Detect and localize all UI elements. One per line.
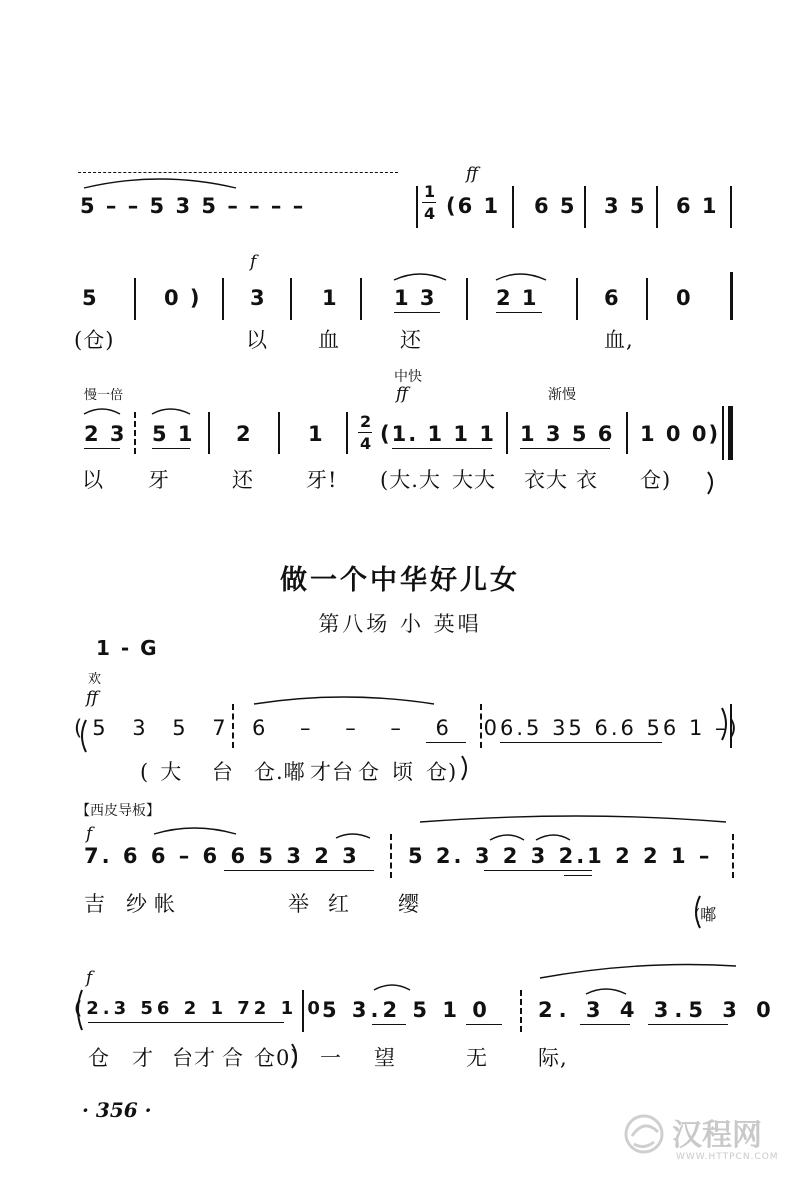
lyric: 才 bbox=[132, 1046, 154, 1070]
dynamic-marking: ff bbox=[466, 164, 479, 184]
note: 5 bbox=[82, 286, 99, 310]
dynamic-marking: ff bbox=[396, 384, 409, 404]
bracket-close bbox=[292, 1044, 296, 1068]
lyric: 吉 bbox=[84, 892, 106, 916]
lyric: 牙! bbox=[306, 468, 338, 492]
slur bbox=[540, 965, 736, 979]
tempo-marking: 慢一倍 bbox=[84, 388, 124, 403]
notes-measure: 2. 3 4 3.5 3 0 bbox=[538, 998, 777, 1022]
notes-measure: 7. 6 6 – 6 6 5 3 2 3 bbox=[84, 844, 360, 868]
lyric: 以 bbox=[246, 328, 268, 352]
notes-system1-left: 5 – – 5 3 5 – – – – bbox=[80, 194, 306, 218]
percussion-syllable: 才台 bbox=[310, 760, 354, 784]
lyric: 台才 bbox=[172, 1046, 216, 1070]
slur bbox=[394, 274, 446, 280]
notes-measure: 6.5 35 6.6 56 1 –) bbox=[500, 716, 740, 740]
notes-measure: (5 3 5 7 bbox=[74, 716, 236, 740]
lyric: 红 bbox=[328, 892, 350, 916]
section-label: 【西皮导板】 bbox=[76, 803, 160, 819]
lyric: 合 bbox=[222, 1046, 244, 1070]
time-signature-bottom: 4 bbox=[360, 434, 374, 453]
time-signature-bottom: 4 bbox=[424, 204, 438, 223]
percussion-syllable: 仓) bbox=[426, 760, 458, 784]
slur bbox=[536, 835, 570, 840]
note: 1 3 bbox=[394, 286, 437, 310]
notes-measure: 5 2. 3 2 3 2.1 2 2 1 – bbox=[408, 844, 713, 868]
lyric: 仓0) bbox=[254, 1046, 300, 1070]
lyric: 举 bbox=[288, 892, 310, 916]
slur bbox=[154, 828, 236, 834]
bracket-open bbox=[78, 990, 82, 1030]
lyric: 血 bbox=[318, 328, 340, 352]
slur bbox=[254, 697, 434, 704]
lyric: 际, bbox=[538, 1046, 568, 1070]
slur bbox=[420, 816, 726, 822]
percussion-syllable: (大 台 bbox=[140, 760, 245, 784]
bracket-close bbox=[708, 472, 712, 494]
tempo-marking: 渐慢 bbox=[548, 387, 576, 403]
percussion-syllable: 仓 bbox=[358, 760, 380, 784]
lyric: 纱 bbox=[126, 892, 148, 916]
note: 1 3 5 6 bbox=[520, 422, 615, 446]
note: 2 bbox=[236, 422, 253, 446]
note: (1. 1 1 1 bbox=[380, 422, 496, 446]
lyric: 牙 bbox=[148, 468, 170, 492]
note: 6 bbox=[604, 286, 621, 310]
lyric: 一 bbox=[320, 1046, 342, 1070]
notes-measure-4: 6 1 bbox=[676, 194, 719, 218]
time-signature-top: 1 bbox=[424, 182, 438, 201]
percussion-syllable: 仓) bbox=[640, 468, 672, 492]
dynamic-marking: ff bbox=[86, 688, 99, 708]
lyric: 帐 bbox=[154, 892, 176, 916]
lyric: 望 bbox=[374, 1046, 396, 1070]
percussion-syllable: 衣 bbox=[576, 468, 598, 492]
bracket-close bbox=[462, 756, 466, 780]
page-number: · 356 · bbox=[82, 1098, 152, 1122]
slur bbox=[586, 989, 626, 994]
lyric: 还 bbox=[232, 468, 254, 492]
percussion-syllable: 仓.嘟 bbox=[254, 760, 306, 784]
note: 0 bbox=[676, 286, 693, 310]
percussion-syllable: (大.大 bbox=[380, 468, 441, 492]
key-signature: 1 - G bbox=[96, 636, 159, 660]
bracket-close bbox=[722, 708, 726, 740]
dynamic-marking: f bbox=[86, 968, 93, 988]
lyric: (仓) bbox=[74, 328, 115, 352]
dynamic-marking: f bbox=[86, 824, 93, 844]
song-subtitle: 第八场 小 英唱 bbox=[318, 612, 482, 636]
slur bbox=[84, 179, 236, 188]
dynamic-marking: f bbox=[250, 252, 257, 272]
note: 5 1 bbox=[152, 422, 195, 446]
slur bbox=[336, 834, 370, 838]
slur bbox=[490, 835, 524, 840]
song-title: 做一个中华好儿女 bbox=[280, 565, 520, 596]
note: 1 bbox=[308, 422, 325, 446]
notes-measure: (2.3 56 2 1 72 1 0 bbox=[74, 998, 324, 1019]
slur bbox=[84, 409, 120, 414]
note: 2 1 bbox=[496, 286, 539, 310]
notes-measure: 5 3.2 5 1 0 bbox=[322, 998, 491, 1022]
lyric: 仓 bbox=[88, 1046, 110, 1070]
notes-measure-3: 3 5 bbox=[604, 194, 647, 218]
lyric: 血, bbox=[604, 328, 634, 352]
lyric: 以 bbox=[82, 468, 104, 492]
percussion-syllable: 衣大 bbox=[524, 468, 568, 492]
tempo-marking: 中快 bbox=[394, 369, 422, 385]
note: 0 ) bbox=[164, 286, 202, 310]
bracket-open bbox=[82, 720, 86, 752]
lyric: 还 bbox=[400, 328, 422, 352]
note: 1 bbox=[322, 286, 339, 310]
time-signature-top: 2 bbox=[360, 412, 374, 431]
note: 3 bbox=[250, 286, 267, 310]
percussion-syllable: (嘟 bbox=[694, 905, 717, 924]
lyric: 无 bbox=[466, 1046, 488, 1070]
slur bbox=[152, 409, 190, 414]
watermark-text: 汉程网 bbox=[672, 1118, 762, 1153]
note: 2 3 bbox=[84, 422, 127, 446]
notes-measure-1: (6 1 bbox=[446, 194, 501, 218]
lyric: 缨 bbox=[398, 892, 420, 916]
notes-measure: 6 – – – 6 0 bbox=[252, 716, 511, 740]
bracket-open bbox=[696, 896, 700, 928]
notes-measure-2: 6 5 bbox=[534, 194, 577, 218]
percussion-syllable: 顷 bbox=[392, 760, 414, 784]
slur bbox=[496, 274, 546, 280]
tempo-marking: 欢 bbox=[88, 672, 102, 687]
watermark-url: WWW.HTTPCN.COM bbox=[676, 1152, 779, 1162]
slur bbox=[374, 985, 410, 990]
note: 1 0 0) bbox=[640, 422, 721, 446]
percussion-syllable: 大大 bbox=[452, 468, 496, 492]
